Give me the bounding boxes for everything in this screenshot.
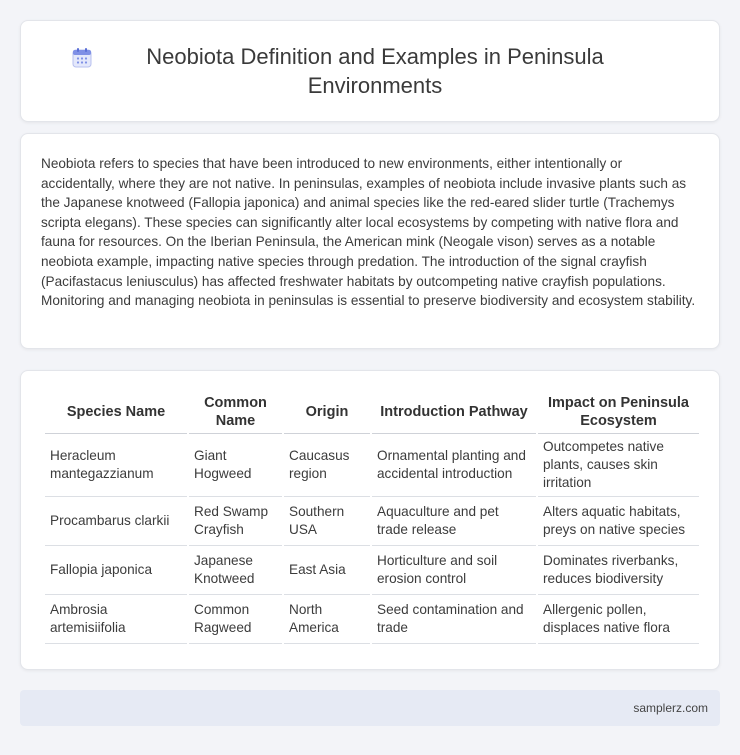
page-title: Neobiota Definition and Examples in Peninsula Environments xyxy=(146,44,604,98)
table-card xyxy=(20,370,720,670)
column-header-introduction-pathway: Introduction Pathway xyxy=(372,390,536,434)
cell-origin: Southern USA xyxy=(284,497,370,546)
cell-origin: North America xyxy=(284,595,370,644)
cell-introduction-pathway: Ornamental planting and accidental introduction xyxy=(372,434,536,497)
column-header-impact: Impact on Peninsula Ecosystem xyxy=(538,390,699,434)
description-card xyxy=(20,133,720,349)
column-header-species-name: Species Name xyxy=(45,390,187,434)
table-row xyxy=(45,497,699,546)
cell-introduction-pathway: Aquaculture and pet trade release xyxy=(372,497,536,546)
cell-common-name: Common Ragweed xyxy=(189,595,282,644)
title-wrap xyxy=(70,42,670,100)
cell-impact: Alters aquatic habitats, preys on native species xyxy=(538,497,699,546)
cell-species-name: Fallopia japonica xyxy=(45,546,187,595)
cell-origin: East Asia xyxy=(284,546,370,595)
cell-introduction-pathway: Horticulture and soil erosion control xyxy=(372,546,536,595)
cell-impact: Outcompetes native plants, causes skin irritation xyxy=(538,434,699,497)
cell-species-name: Procambarus clarkii xyxy=(45,497,187,546)
cell-common-name: Giant Hogweed xyxy=(189,434,282,497)
description-text: Neobiota refers to species that have been introduced to new environments, either intentionally or accidentally, where they are not native. In peninsulas, examples of neobiota include invasive plants such as the Japanese knotweed (Fallopia japonica) and animal species like the red-eared slider turtle (Trachemys scripta elegans). These species can significantly alter local ecosystems by competing with native flora and fauna for resources. On the Iberian Peninsula, the American mink (Neogale vison) serves as a notable neobiota example, impacting native species through predation. The introduction of the signal crayfish (Pacifastacus leniusculus) has affected freshwater habitats by outcompeting native crayfish populations. Monitoring and managing neobiota in peninsulas is essential to preserve biodiversity and ecosystem stability. xyxy=(41,156,696,309)
table-row xyxy=(45,546,699,595)
cell-impact: Dominates riverbanks, reduces biodiversity xyxy=(538,546,699,595)
cell-impact: Allergenic pollen, displaces native flora xyxy=(538,595,699,644)
calendar-grid-icon xyxy=(70,46,94,70)
cell-common-name: Japanese Knotweed xyxy=(189,546,282,595)
footer-site-link[interactable]: samplerz.com xyxy=(633,701,708,715)
table-header-row xyxy=(45,390,699,434)
species-table xyxy=(43,390,701,644)
title-card xyxy=(20,20,720,122)
cell-origin: Caucasus region xyxy=(284,434,370,497)
table-row xyxy=(45,434,699,497)
column-header-common-name: Common Name xyxy=(189,390,282,434)
cell-species-name: Heracleum mantegazzianum xyxy=(45,434,187,497)
cell-species-name: Ambrosia artemisiifolia xyxy=(45,595,187,644)
table-row xyxy=(45,595,699,644)
cell-common-name: Red Swamp Crayfish xyxy=(189,497,282,546)
cell-introduction-pathway: Seed contamination and trade xyxy=(372,595,536,644)
footer xyxy=(20,690,720,726)
column-header-origin: Origin xyxy=(284,390,370,434)
